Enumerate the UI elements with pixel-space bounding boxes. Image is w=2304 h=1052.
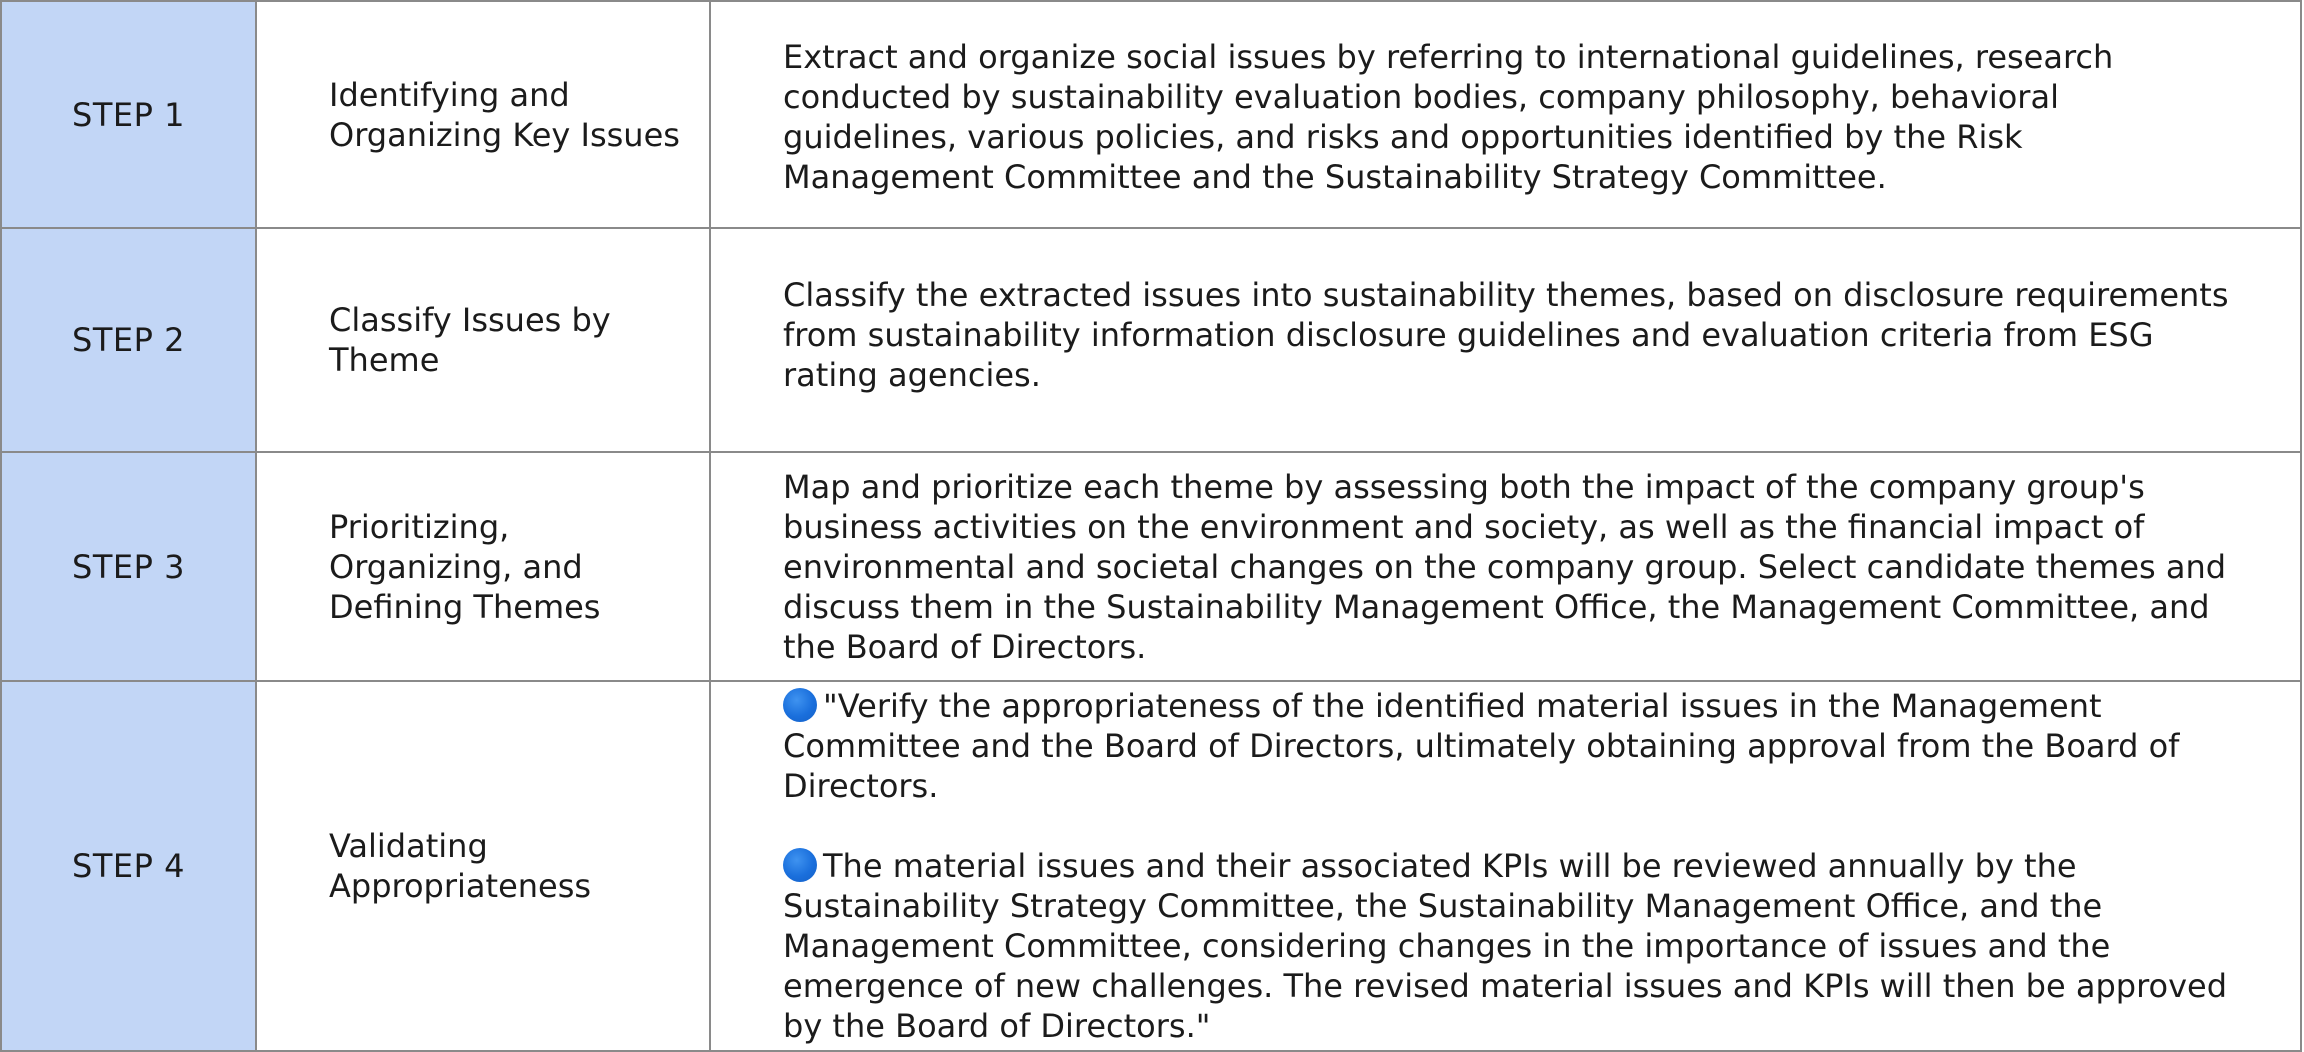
bullet-paragraph bbox=[783, 846, 2230, 1046]
step-description bbox=[710, 228, 2301, 452]
step-description bbox=[710, 452, 2301, 681]
step-title: Identifying and Organizing Key Issues bbox=[256, 1, 710, 228]
blue-circle-icon bbox=[783, 688, 817, 722]
description-text: Map and prioritize each theme by assessing both the impact of the company group's business activities on the environment and society, as well as the financial impact of environmental and societal changes on the company group. Select candidate themes and discuss them in the Sustainability Management Office, the Management Committee, and the Board of Directors. bbox=[783, 467, 2227, 666]
step-label: STEP 2 bbox=[1, 228, 256, 452]
step-description bbox=[710, 681, 2301, 1051]
step-title: Prioritizing, Organizing, and Defining Themes bbox=[256, 452, 710, 681]
step-description bbox=[710, 1, 2301, 228]
paragraph-text: The material issues and their associated KPIs will be reviewed annually by the Sustainability Strategy Committee, the Sustainability Management Office, and the Management Committee, considering changes in the importance of issues and the emergence of new challenges. The revised material issues and KPIs will then be approved by the Board of Directors." bbox=[783, 847, 2228, 1045]
description-text: Classify the extracted issues into sustainability themes, based on disclosure requirements from sustainability information disclosure guidelines and evaluation criteria from ESG rating agencies. bbox=[783, 276, 2229, 394]
blue-circle-icon bbox=[783, 848, 817, 882]
paragraph-text: "Verify the appropriateness of the identified material issues in the Management Committee and the Board of Directors, ultimately obtaining approval from the Board of Directors. bbox=[783, 687, 2180, 805]
step-row bbox=[1, 452, 2301, 681]
step-label: STEP 3 bbox=[1, 452, 256, 681]
step-label: STEP 4 bbox=[1, 681, 256, 1051]
step-title: Classify Issues by Theme bbox=[256, 228, 710, 452]
step-row bbox=[1, 228, 2301, 452]
step-label: STEP 1 bbox=[1, 1, 256, 228]
bullet-paragraph bbox=[783, 686, 2230, 806]
step-row bbox=[1, 681, 2301, 1051]
description-text: Extract and organize social issues by referring to international guidelines, research conducted by sustainability evaluation bodies, company philosophy, behavioral guidelines, various policies, and risks and opportunities identified by the Risk Management Committee and the Sustainability Strategy Committee. bbox=[783, 37, 2114, 196]
step-title: Validating Appropriateness bbox=[256, 681, 710, 1051]
step-row bbox=[1, 1, 2301, 228]
